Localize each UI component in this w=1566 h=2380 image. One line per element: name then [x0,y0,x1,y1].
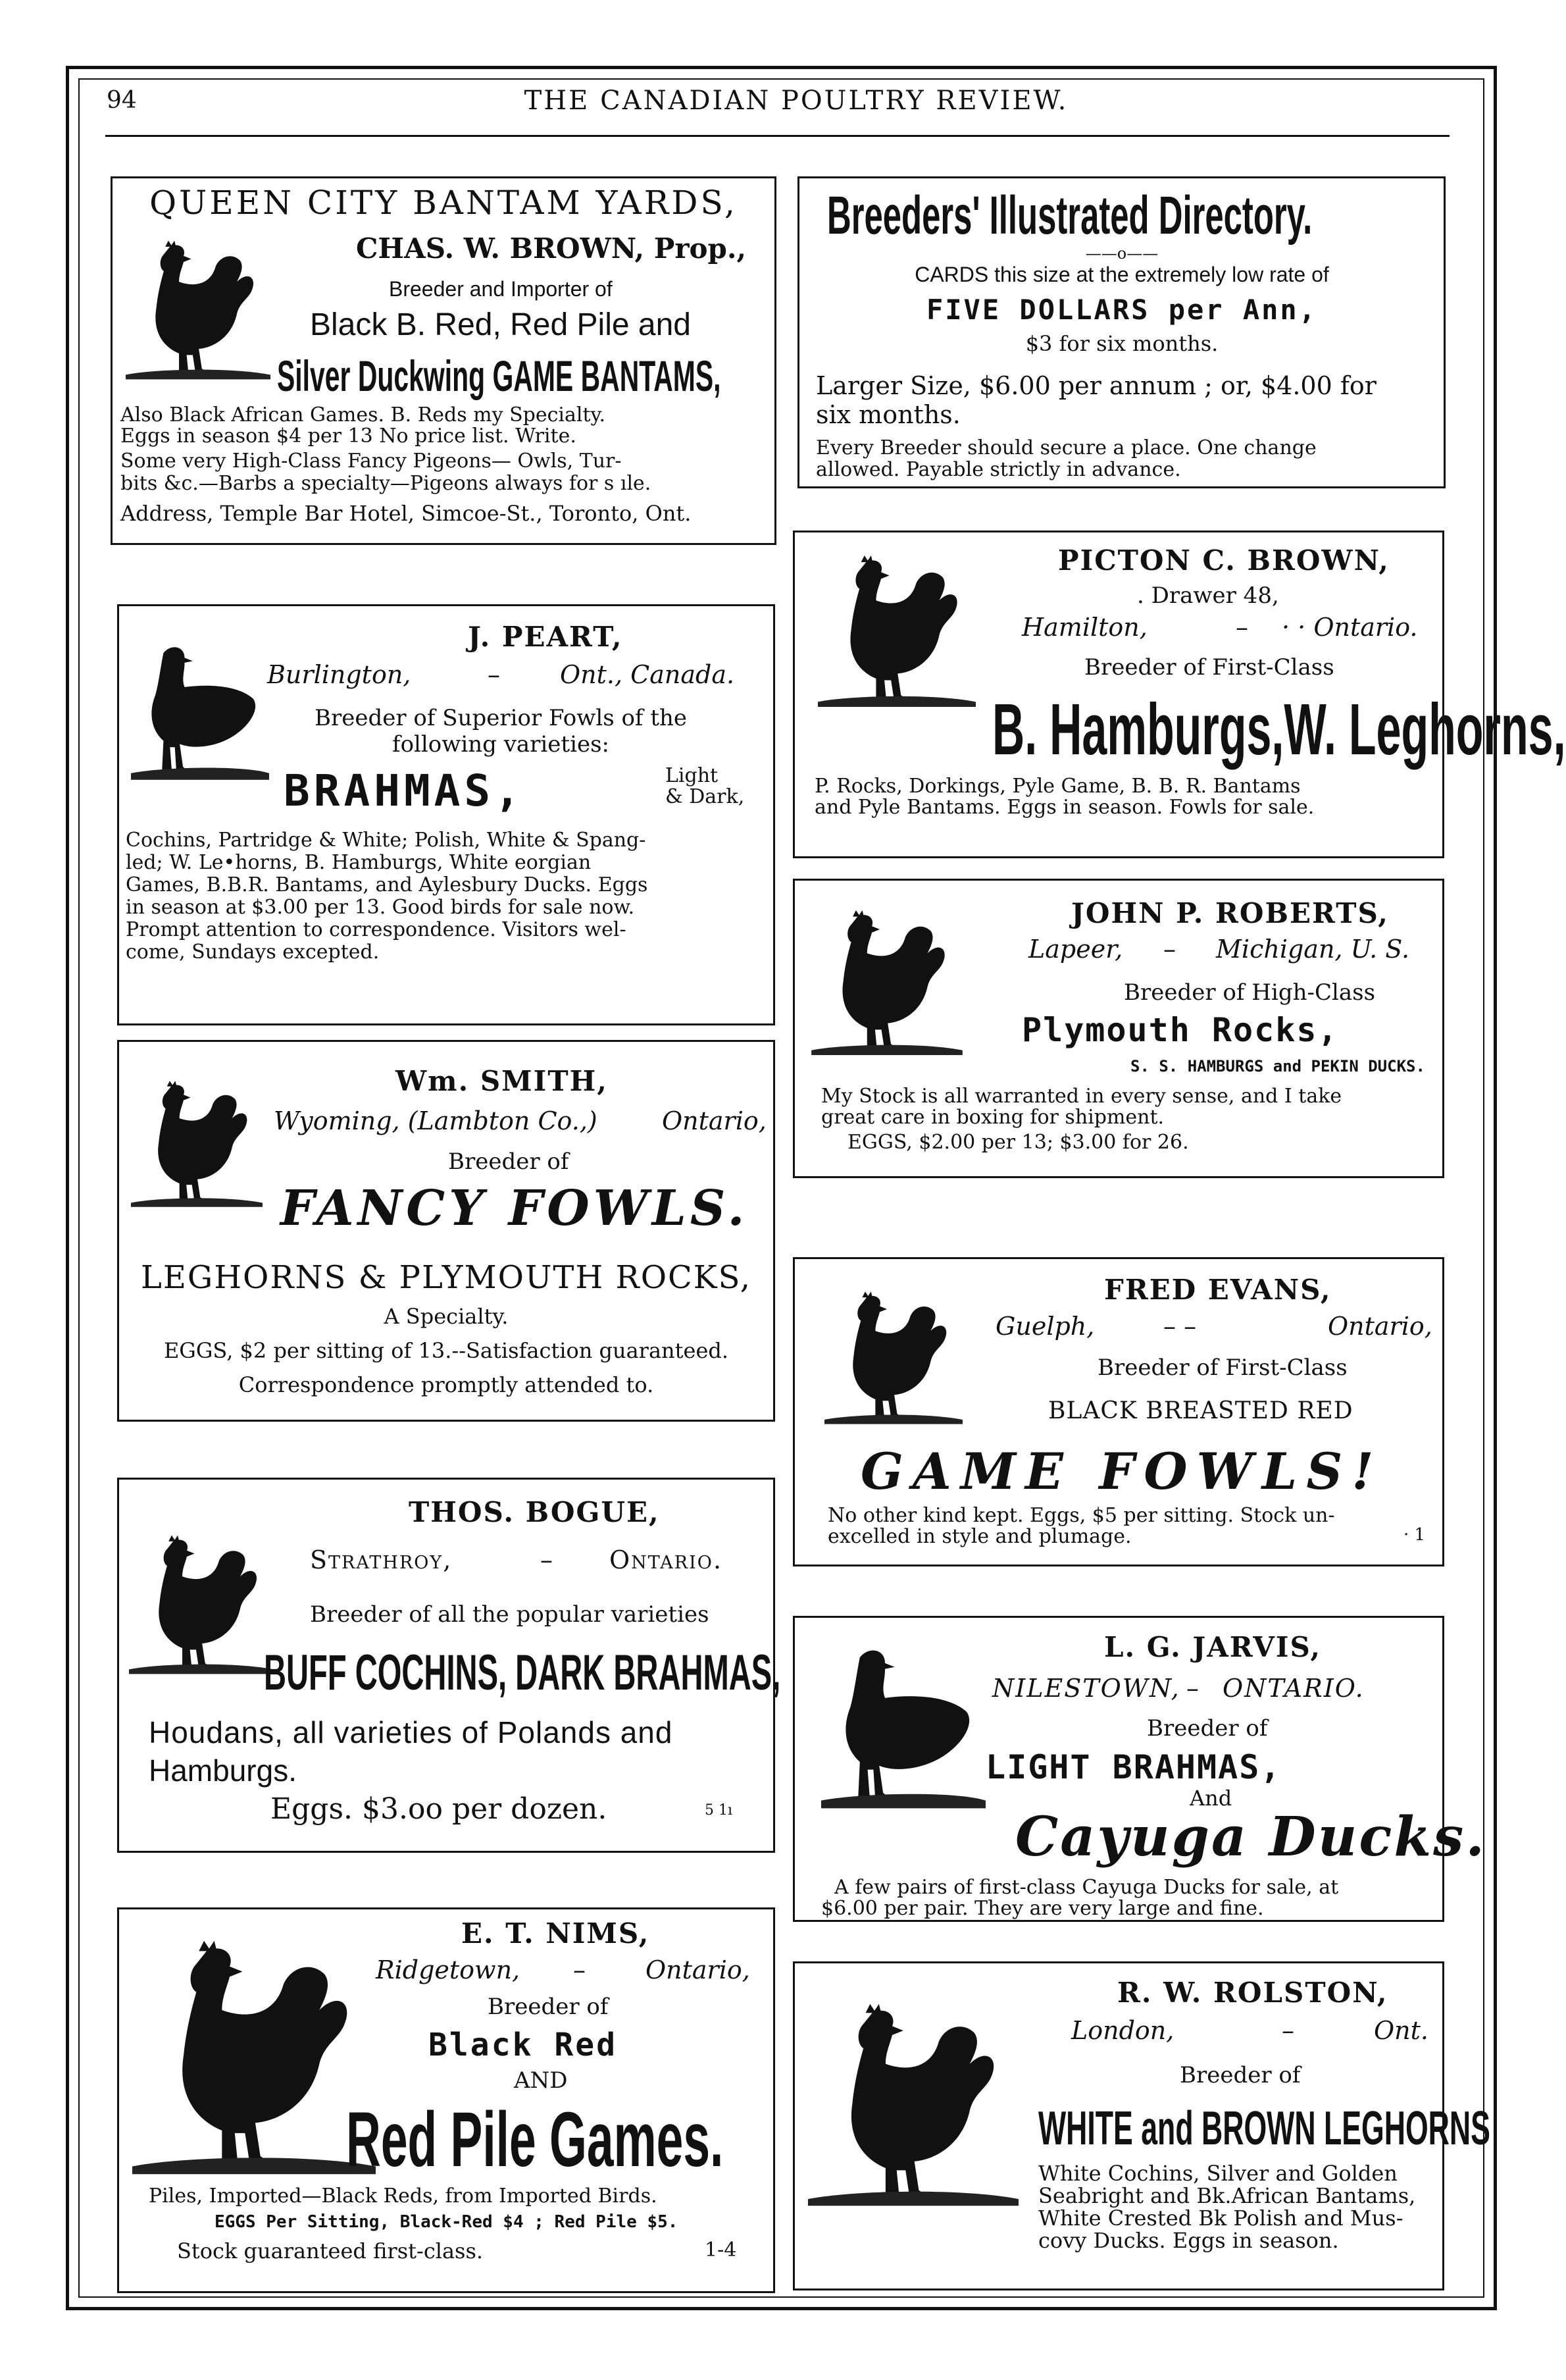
game-cock-illustration [824,1285,963,1430]
body-line: Also Black African Games. B. Reds my Specialty. [120,403,606,427]
breeder-name: E. T. NIMS, [461,1917,650,1950]
breed-headline: BRAHMAS, [284,765,524,816]
body-line: Games, B.B.R. Bantams, and Aylesbury Ducks. Eggs [126,873,648,896]
town: Strathroy, [310,1545,453,1574]
breeder-name: PICTON C. BROWN, [1058,544,1390,577]
body-line: Houdans, all varieties of Polands and [149,1715,673,1749]
subtitle: Breeder of [448,1149,569,1175]
subtitle: Breeder of First-Class [1084,654,1334,681]
price-headline: FIVE DOLLARS per Ann, [926,294,1317,326]
subtitle: Breeder of [1180,2062,1301,2088]
rate-line: CARDS this size at the extremely low rate of [915,263,1329,286]
body-line: covy Ducks. Eggs in season. [1038,2228,1339,2253]
ad-code: 5 1ı [705,1802,733,1819]
breeder-name: J. PEART, [468,621,623,653]
specialty: A Specialty. [384,1304,509,1329]
separator: – [573,1955,586,1984]
body-line: Some very High-Class Fancy Pigeons— Owls, Tur- [120,450,622,473]
ad-rolston [793,1961,1490,2290]
subtitle: Breeder of Superior Fowls of the [315,705,687,731]
ornament-rule: ——o—— [1085,244,1159,263]
province: Ont. [1374,2016,1428,2045]
body-line: P. Rocks, Dorkings, Pyle Game, B. B. R. Bantams [815,775,1301,798]
body-line: in season at $3.00 per 13. Good birds for sale now. [126,896,635,919]
running-title: THE CANADIAN POULTRY REVIEW. [524,86,1069,116]
breeds: LEGHORNS & PLYMOUTH ROCKS, [140,1259,752,1296]
town: NILESTOWN, [992,1674,1180,1703]
body-line: $6.00 per pair. They are very large and fine. [821,1897,1264,1920]
body-line: My Stock is all warranted in every sense, and I take [821,1085,1342,1108]
province: Ontario, [1328,1312,1432,1341]
rooster-illustration [811,910,963,1055]
variety: BLACK BREASTED RED [1048,1397,1353,1424]
rooster-illustration [126,231,270,389]
body-line: Piles, Imported—Black Reds, from Imported Birds. [149,2185,657,2208]
breed-note: & Dark, [665,785,745,808]
ad-jarvis [793,1616,1486,1922]
guarantee: Stock guaranteed first-class. [177,2238,484,2264]
ad-nims [117,1907,775,2293]
province: Michigan, U. S. [1216,935,1410,964]
body-line: A few pairs of first-class Cayuga Ducks for sale, at [834,1876,1339,1899]
headline: FANCY FOWLS. [280,1180,749,1237]
breeder-name: L. G. JARVIS, [1104,1631,1321,1663]
body-line: White Cochins, Silver and Golden [1038,2161,1398,2186]
town: Ridgetown, [376,1955,520,1984]
terms: allowed. Payable strictly in advance. [816,458,1181,481]
subtitle: Breeder of [488,1994,609,2020]
eggs-line: Eggs. $3.oo per dozen. [270,1792,607,1826]
header-rule [105,135,1450,137]
separator: – [1282,2016,1294,2045]
eggs-line: EGGS, $2 per sitting of 13.--Satisfaction guaranteed. [163,1338,729,1363]
ad-code: 1-4 [705,2238,737,2262]
separator: – – [1163,1312,1197,1341]
address: . Drawer 48, [1137,582,1279,609]
breeder-name: R. W. ROLSTON, [1117,1977,1388,2009]
ad-peart [117,604,775,1025]
rooster-illustration [131,1068,263,1220]
subtitle: following varieties: [392,731,609,758]
body-line: Prompt attention to correspondence. Visitors wel- [126,918,626,941]
specialty-headline: Silver Duckwing GAME BANTAMS, [277,351,721,400]
province: · · Ontario. [1282,613,1418,642]
leghorn-rooster-illustration [808,1996,1019,2213]
conjunction: AND [514,2067,568,2094]
ad-smith [117,1040,775,1422]
ad-queen-city [111,176,776,545]
address: Address, Temple Bar Hotel, Simcoe-St., Toronto, Ont. [120,501,692,526]
province: Ont., Canada. [560,660,735,689]
body-line: excelled in style and plumage. [828,1525,1132,1548]
ad-roberts [793,879,1444,1178]
body-line: led; W. Le•horns, B. Hamburgs, White eorgian [126,851,592,874]
body-line: and Pyle Bantams. Eggs in season. Fowls for sale. [815,796,1315,819]
body-line: Seabright and Bk.African Bantams, [1038,2183,1416,2208]
ad-title: QUEEN CITY BANTAM YARDS, [149,184,738,222]
six-month-rate: $3 for six months. [1025,331,1219,356]
subtitle: Breeder of First-Class [1098,1355,1348,1381]
breeder-name: JOHN P. ROBERTS, [1071,897,1389,929]
ad-evans [793,1257,1444,1566]
variety: Black Red [428,2027,618,2063]
breeder-name: Wm. SMITH, [395,1065,608,1097]
town: Hamilton, [1022,613,1148,642]
game-cock-illustration [132,1939,376,2176]
separator: – [488,660,500,689]
breeder-name: FRED EVANS, [1104,1274,1332,1306]
breeds-headline: B. Hamburgs,W. Leghorns, [992,689,1566,770]
directory-title: Breeders' Illustrated Directory. [827,186,1313,246]
subtitle: Breeder of all the popular varieties [310,1601,709,1628]
body-line: Hamburgs. [149,1753,297,1788]
ad-bogue [117,1478,781,1853]
subtitle: Breeder of [1147,1715,1268,1742]
large-size-rate: Larger Size, $6.00 per annum ; or, $4.00 for [816,371,1377,400]
rooster-hen-pair-illustration [818,556,976,707]
varieties: Black B. Red, Red Pile and [310,307,691,342]
province: ONTARIO. [1223,1674,1365,1703]
headline: GAME FOWLS! [861,1442,1383,1501]
other-breeds: S. S. HAMBURGS and PEKIN DUCKS. [1130,1057,1425,1075]
terms: Every Breeder should secure a place. One change [816,436,1317,459]
ad-directory [797,176,1446,488]
headline: Red Pile Games. [346,2096,724,2183]
separator: – [1163,935,1176,964]
breed-headline: LIGHT BRAHMAS, [986,1748,1282,1786]
breed-headline: Plymouth Rocks, [1022,1011,1339,1049]
proprietor: CHAS. W. BROWN, Prop., [356,232,747,265]
separator: – [540,1545,553,1574]
subtitle: Breeder and Importer of [389,277,613,301]
body-line: great care in boxing for shipment. [821,1106,1165,1129]
province: Ontario, [645,1955,750,1984]
province: Ontario. [609,1545,723,1574]
breed-note: Light [665,764,719,787]
breeds-headline: WHITE and BROWN LEGHORNS [1038,2102,1490,2155]
breeder-name: THOS. BOGUE, [409,1496,660,1528]
town: Wyoming, (Lambton Co.,) [274,1106,597,1135]
body-line: Eggs in season $4 per 13 No price list. Write. [120,425,576,448]
ad-code: · 1 [1403,1525,1426,1545]
province: Ontario, [662,1106,767,1135]
conjunction: And [1190,1786,1232,1811]
body-line: come, Sundays excepted. [126,941,380,964]
eggs-line: EGGS Per Sitting, Black-Red $4 ; Red Pile $5. [215,2212,678,2232]
body-line: White Crested Bk Polish and Mus- [1038,2206,1403,2231]
body-line: No other kind kept. Eggs, $5 per sitting. Stock un- [828,1504,1335,1527]
town: Lapeer, [1028,935,1123,964]
rooster-illustration [129,1526,274,1684]
town: London, [1071,2016,1174,2045]
ad-picton [793,530,1566,858]
correspondence: Correspondence promptly attended to. [238,1372,654,1397]
separator: – [1186,1674,1199,1703]
duck-headline: Cayuga Ducks. [1015,1805,1486,1869]
large-size-rate: six months. [816,400,961,429]
body-line: bits &c.—Barbs a specialty—Pigeons always for s ıle. [120,472,651,495]
breeds-headline: BUFF COCHINS, DARK BRAHMAS, [264,1645,781,1701]
body-line: Cochins, Partridge & White; Polish, White & Spang- [126,829,646,852]
town: Burlington, [267,660,411,689]
eggs-line: EGGS, $2.00 per 13; $3.00 for 26. [847,1131,1189,1154]
town: Guelph, [996,1312,1095,1341]
brahma-hen-illustration [821,1638,986,1809]
separator: – [1236,613,1248,642]
subtitle: Breeder of High-Class [1124,979,1376,1006]
page-number: 94 [107,87,137,114]
